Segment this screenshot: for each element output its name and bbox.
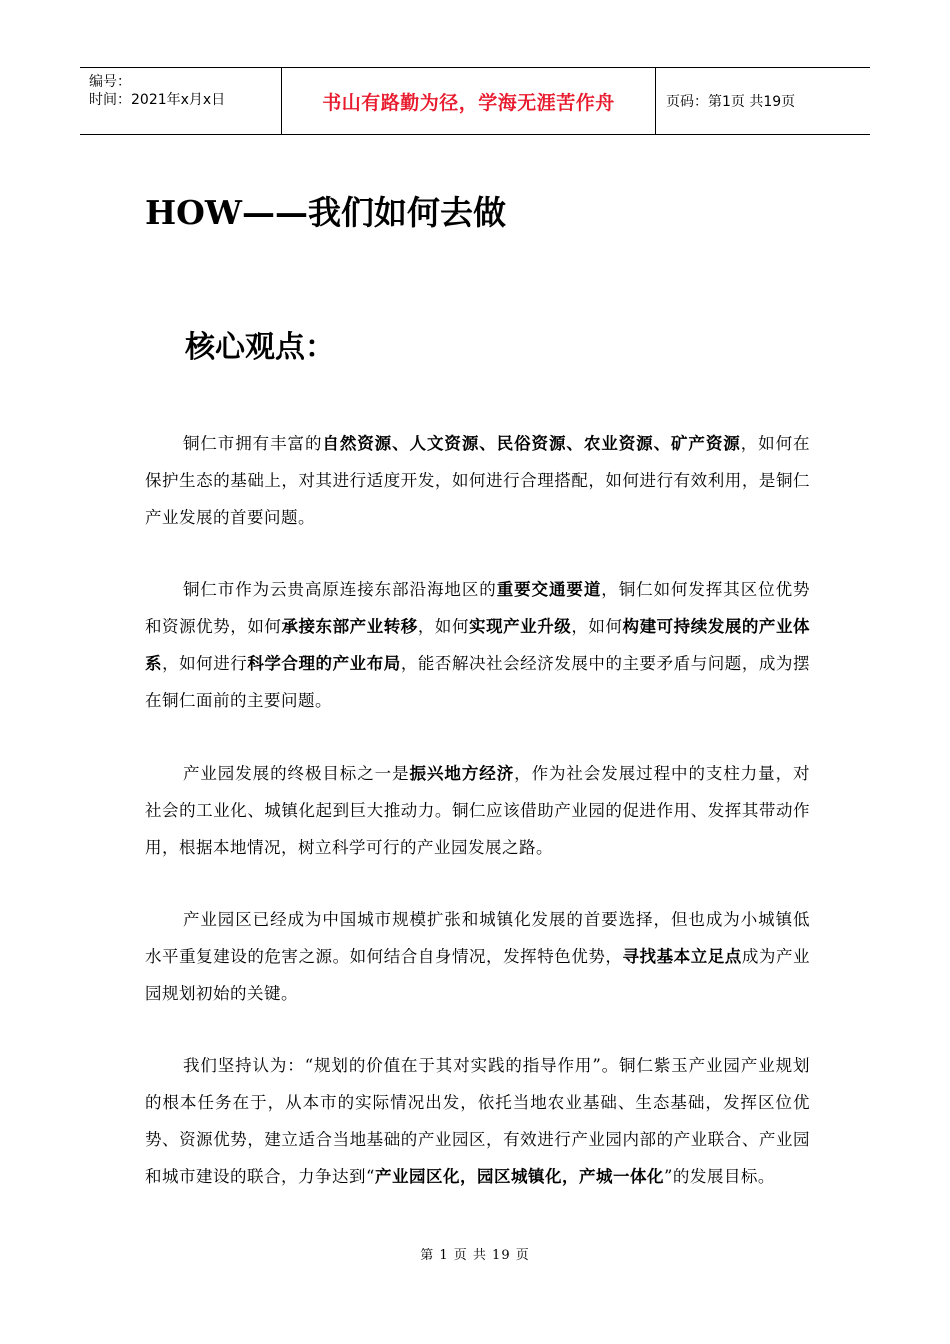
text-run: 成为产业园规划初始的关键。 [145,947,811,1003]
bold-run: 寻找基本立足点 [622,947,742,966]
section-heading: 核心观点： [185,330,335,365]
bold-run: 自然资源、人文资源、民俗资源、农业资源、矿产资源 [322,434,741,453]
text-run: 我们坚持认为：“规划的价值在于其对实践的指导作用”。铜仁紫玉产业园产业规划的根本任务在于，从本市的实际情况出发，依托当地农业基础、生态基础，发挥区位优势、资源优势，建立适合当地基础的产业园区，有效进行产业园内部的产业联合、产业园和城市建设的联合，力争达到“ [145,1056,810,1186]
header-meta [89,73,225,109]
paragraph-goal [145,755,810,866]
text-run: 铜仁市拥有丰富的 [182,434,323,453]
header-divider [655,68,656,134]
text-run: ，作为社会发展过程中的支柱力量，对社会的工业化、城镇化起到巨大推动力。铜仁应该借助产业园的促进作用、发挥其带动作用，根据本地情况，树立科学可行的产业园发展之路。 [145,764,811,857]
page-footer: 第 1 页 共 19 页 [420,1248,530,1263]
text-run: 产业园区已经成为中国城市规模扩张和城镇化发展的首要选择，但也成为小城镇低水平重复建设的危害之源。如何结合自身情况，发挥特色优势， [145,910,810,966]
paragraph-resources [145,425,810,536]
bold-run: 构建可持续发展的产业体系 [145,617,811,673]
number-label: 编号： [89,74,131,90]
bold-run: 产业园区化，园区城镇化，产城一体化 [374,1167,664,1186]
text-run: ，能否解决社会经济发展中的主要矛盾与问题，成为摆在铜仁面前的主要问题。 [145,654,811,710]
header-page-info: 页码：第1页 共19页 [666,94,796,110]
time-label: 时间：2021年x月x日 [89,92,226,108]
text-run: 产业园发展的终极目标之一是 [182,764,410,783]
page-title: HOW——我们如何去做 [145,193,506,232]
bold-run: 重要交通要道 [496,580,602,599]
paragraph-choice [145,901,810,1012]
text-run: ，铜仁如何发挥其区位优势和资源优势，如何 [145,580,811,636]
paragraph-location [145,571,810,719]
bold-run: 实现产业升级 [469,617,572,636]
text-run: ，如何进行 [162,654,248,673]
text-run: 铜仁市作为云贵高原连接东部沿海地区的 [182,580,497,599]
bold-run: 承接东部产业转移 [281,617,418,636]
text-run: ，如何 [571,617,623,636]
paragraph-principle [145,1047,810,1195]
bold-run: 振兴地方经济 [409,764,515,783]
text-run: ，如何在保护生态的基础上，对其进行适度开发，如何进行合理搭配，如何进行有效利用，是铜仁产业发展的首要问题。 [145,434,811,527]
text-run: ”的发展目标。 [663,1167,775,1186]
bold-run: 科学合理的产业布局 [247,654,401,673]
document-header [80,67,870,135]
text-run: ，如何 [417,617,470,636]
header-motto: 书山有路勤为径，学海无涯苦作舟 [322,91,615,114]
